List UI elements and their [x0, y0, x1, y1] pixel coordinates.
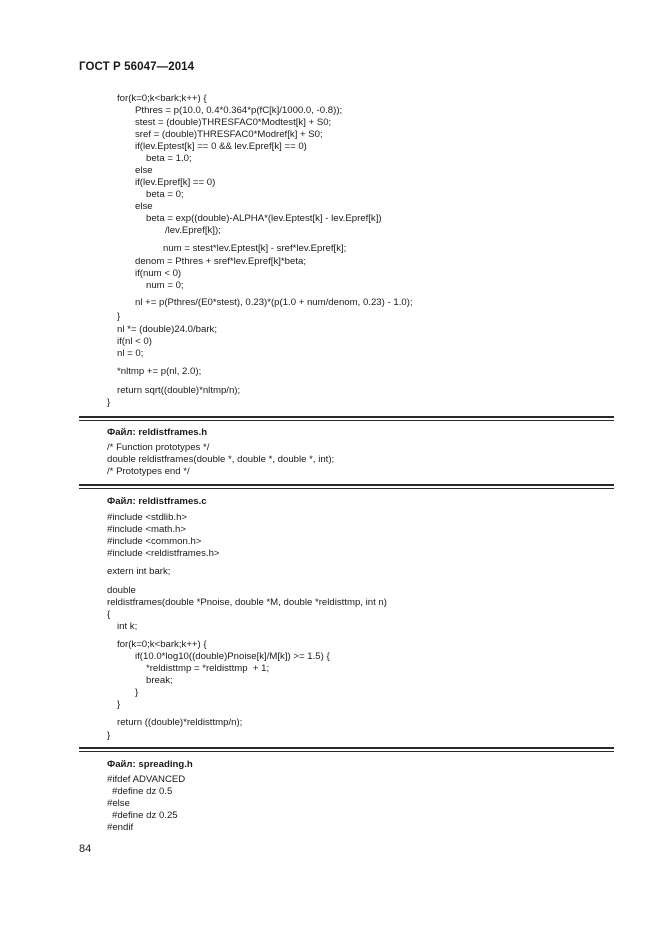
code-line: return sqrt((double)*nltmp/n);: [117, 385, 241, 396]
code-line: #include <reldistframes.h>: [107, 548, 220, 559]
code-line: if(lev.Eptest[k] == 0 && lev.Epref[k] == 0): [135, 141, 307, 152]
code-line: }: [135, 687, 139, 698]
document-header: ГОСТ Р 56047—2014: [79, 61, 195, 73]
code-line: stest = (double)THRESFAC0*Modtest[k] + S0;: [135, 117, 332, 128]
section-divider: [79, 751, 614, 752]
section-divider: [79, 420, 614, 421]
code-line: beta = 1.0;: [146, 153, 192, 164]
code-line: #define dz 0.5: [112, 786, 173, 797]
file-heading: Файл: spreading.h: [107, 759, 193, 770]
code-line: #endif: [107, 822, 134, 833]
code-line: if(10.0*log10((double)Pnoise[k]/M[k]) >= 1.5) {: [135, 651, 330, 662]
code-line: nl *= (double)24.0/bark;: [117, 324, 217, 335]
code-line: return ((double)*reldisttmp/n);: [117, 717, 243, 728]
code-line: {: [107, 609, 111, 620]
code-line: else: [135, 201, 153, 212]
code-line: beta = exp((double)-ALPHA*(lev.Eptest[k] - lev.Epref[k]): [146, 213, 382, 224]
code-line: double reldistframes(double *, double *, double *, int);: [107, 454, 335, 465]
code-line: num = stest*lev.Eptest[k] - sref*lev.Epref[k];: [163, 243, 347, 254]
code-line: #include <math.h>: [107, 524, 186, 535]
code-line: }: [107, 397, 111, 408]
code-line: #else: [107, 798, 130, 809]
code-line: *nltmp += p(nl, 2.0);: [117, 366, 202, 377]
code-line: if(num < 0): [135, 268, 182, 279]
code-line: nl = 0;: [117, 348, 144, 359]
code-line: #define dz 0.25: [112, 810, 178, 821]
code-line: #ifdef ADVANCED: [107, 774, 186, 785]
file-heading: Файл: reldistframes.h: [107, 427, 208, 438]
code-line: sref = (double)THRESFAC0*Modref[k] + S0;: [135, 129, 323, 140]
code-line: if(lev.Epref[k] == 0): [135, 177, 216, 188]
code-line: }: [117, 699, 121, 710]
code-line: #include <stdlib.h>: [107, 512, 188, 523]
section-divider: [79, 416, 614, 418]
code-line: denom = Pthres + sref*lev.Epref[k]*beta;: [135, 256, 307, 267]
section-divider: [79, 488, 614, 489]
code-line: Pthres = p(10.0, 0.4*0.364*p(fC[k]/1000.0, -0.8));: [135, 105, 343, 116]
code-line: #include <common.h>: [107, 536, 202, 547]
code-line: *reldisttmp = *reldisttmp + 1;: [146, 663, 270, 674]
code-line: reldistframes(double *Pnoise, double *M, double *reldisttmp, int n): [107, 597, 387, 608]
code-line: extern int bark;: [107, 566, 171, 577]
section-divider: [79, 747, 614, 749]
page-number: 84: [79, 843, 92, 855]
code-line: break;: [146, 675, 173, 686]
code-line: double: [107, 585, 136, 596]
code-line: num = 0;: [146, 280, 184, 291]
code-line: /* Prototypes end */: [107, 466, 190, 477]
code-line: if(nl < 0): [117, 336, 152, 347]
file-heading: Файл: reldistframes.c: [107, 496, 207, 507]
code-line: else: [135, 165, 153, 176]
code-line: nl += p(Pthres/(E0*stest), 0.23)*(p(1.0 + num/denom, 0.23) - 1.0);: [135, 297, 413, 308]
code-line: }: [107, 730, 111, 741]
section-divider: [79, 484, 614, 486]
code-line: for(k=0;k<bark;k++) {: [117, 639, 207, 650]
code-line: }: [117, 311, 121, 322]
code-line: /* Function prototypes */: [107, 442, 210, 453]
code-line: /lev.Epref[k]);: [165, 225, 221, 236]
code-line: beta = 0;: [146, 189, 184, 200]
code-line: int k;: [117, 621, 138, 632]
code-line: for(k=0;k<bark;k++) {: [117, 93, 207, 104]
